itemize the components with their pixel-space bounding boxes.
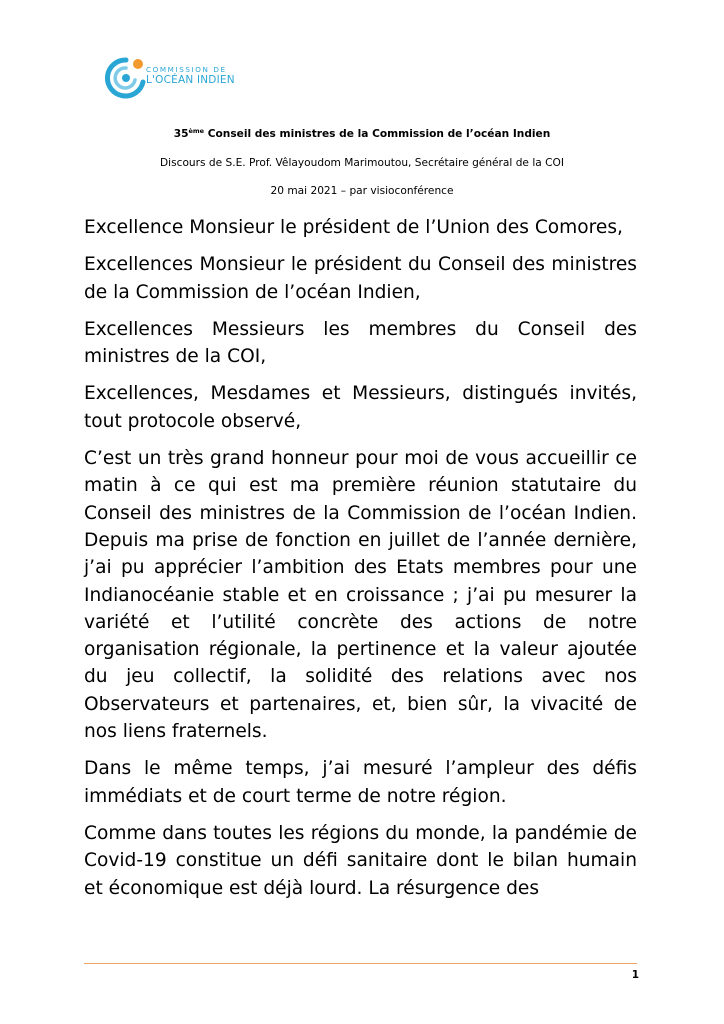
coi-logo-icon	[100, 52, 152, 104]
speech-subtitle: Discours de S.E. Prof. Vêlayoudom Marimoutou, Secrétaire général de la COI	[160, 157, 564, 169]
coi-logo	[100, 52, 240, 104]
paragraph-2: Excellences Monsieur le président du Conseil des ministres de la Commission de l’océan Indien,	[84, 254, 637, 303]
paragraph-4: Excellences, Mesdames et Messieurs, distingués invités, tout protocole observé,	[84, 383, 637, 432]
speech-date: 20 mai 2021 – par visioconférence	[270, 185, 454, 197]
meeting-title	[0, 128, 724, 140]
paragraph-3: Excellences Messieurs les membres du Conseil des ministres de la COI,	[84, 318, 637, 368]
page-number: 1	[631, 969, 639, 981]
paragraph-7: Comme dans toutes les régions du monde, la pandémie de Covid-19 constitue un défi sanitaire dont le bilan humain et économique est déjà lourd. La résurgence des	[84, 822, 637, 899]
paragraph-1: Excellence Monsieur le président de l’Union des Comores,	[84, 217, 623, 238]
paragraph-6: Dans le même temps, j’ai mesuré l’ampleur des défis immédiats et de court terme de notre région.	[84, 758, 637, 807]
speech-body	[84, 214, 637, 902]
logo-text	[146, 65, 235, 86]
meeting-ordinal: 35	[173, 128, 189, 140]
paragraph-5: C’est un très grand honneur pour moi de vous accueillir ce matin à ce qui est ma première réunion statutaire du Conseil des ministres de la Commission de l’océan Indien. Depuis ma prise de fonction en juillet de l’année dernière, j’ai pu apprécier l’ambition des Etats membres pour une Indianocéanie stable et en croissance ; j’ai pu mesurer la variété et l’utilité concrète des actions de notre organisation régionale, la pertinence et la valeur ajoutée du jeu collectif, la solidité des relations avec nos Observateurs et partenaires, et, bien sûr, la vivacité de nos liens fraternels.	[84, 448, 637, 743]
logo-line-1: COMMISSION DE	[146, 65, 227, 74]
footer-divider	[84, 963, 637, 964]
meeting-ordinal-suffix: ème	[188, 127, 205, 135]
meeting-title-text: Conseil des ministres de la Commission de l’océan Indien	[204, 128, 551, 140]
logo-line-2: L'OCÉAN INDIEN	[146, 74, 235, 86]
